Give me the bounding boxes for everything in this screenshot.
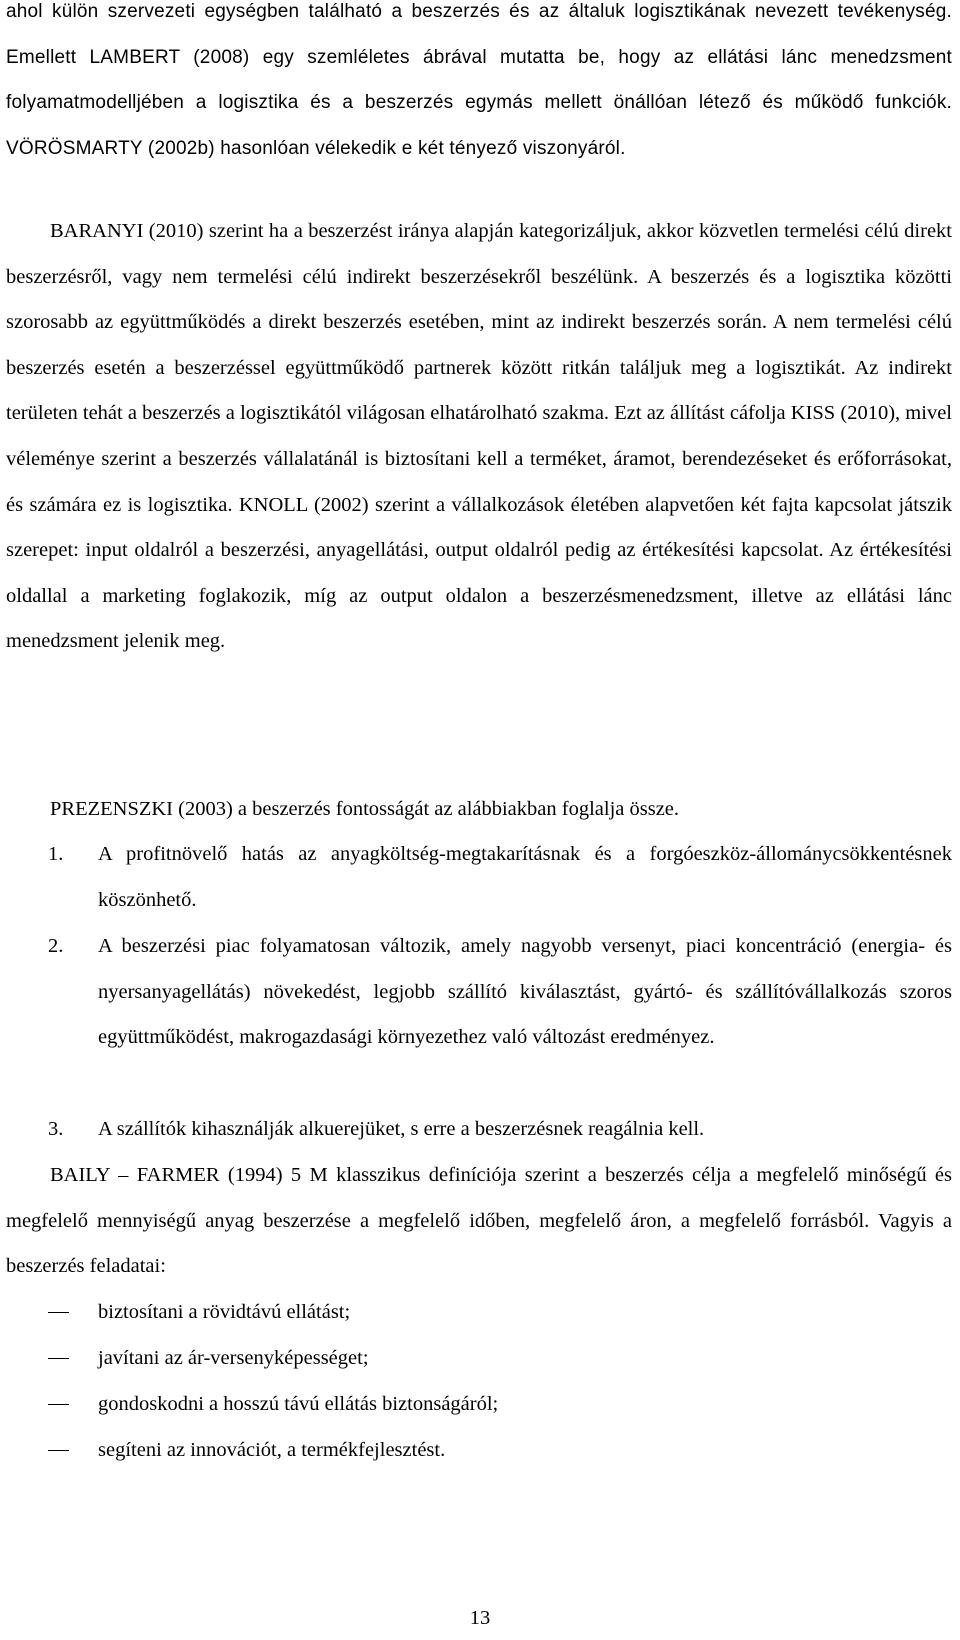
- bullet-item-text: segíteni az innovációt, a termékfejlesztést.: [98, 1439, 446, 1461]
- paragraph-prezenszki: PREZENSZKI (2003) a beszerzés fontosságát az alábbiakban foglalja össze.: [50, 798, 680, 820]
- bullet-list-item: [0, 1382, 952, 1428]
- list-item-text: A profitnövelő hatás az anyagköltség-megtakarításnak és a forgóeszköz-állománycsökkentésnek köszönhető.: [98, 843, 952, 911]
- paragraph-lambert: ahol külön szervezeti egységben található a beszerzés és az általuk logisztikának nevezett tevékenység. Emellett LAMBERT (2008) egy szemléletes ábrával mutatta be, hogy az ellátási lánc menedzsment folyamatmodelljében a logisztika és a beszerzés egymás mellett önállóan létező és működő funkciók. VÖRÖSMARTY (2002b) hasonlóan vélekedik e két tényező viszonyáról.: [6, 1, 952, 159]
- dash-bullet-icon: [48, 1312, 69, 1313]
- bullet-item-text: javítani az ár-versenyképességet;: [98, 1347, 369, 1369]
- list-item-text: A szállítók kihasználják alkuerejüket, s erre a beszerzésnek reagálnia kell.: [98, 1118, 705, 1140]
- list-number: 3.: [48, 1118, 64, 1140]
- bullet-list-item: [0, 1290, 952, 1336]
- bullet-item-text: gondoskodni a hosszú távú ellátás biztonságáról;: [98, 1393, 499, 1415]
- dash-bullet-icon: [48, 1404, 69, 1405]
- bullet-list-item: [0, 1336, 952, 1382]
- bullet-item-text: biztosítani a rövidtávú ellátást;: [98, 1301, 351, 1323]
- bullet-list-item: [0, 1428, 952, 1474]
- page-number: 13: [469, 1607, 491, 1629]
- dash-bullet-icon: [48, 1450, 69, 1451]
- list-number: 2.: [48, 935, 64, 957]
- list-number: 1.: [48, 843, 64, 865]
- paragraph-baily-farmer: BAILY – FARMER (1994) 5 M klasszikus definíciója szerint a beszerzés célja a megfelelő minőségű és megfelelő mennyiségű anyag beszerzése a megfelelő időben, megfelelő áron, a megfelelő forrásból. Vagyis a beszerzés feladatai:: [6, 1164, 952, 1278]
- list-item-text: A beszerzési piac folyamatosan változik, amely nagyobb versenyt, piaci koncentráció (energia- és nyersanyagellátás) növekedést, legjobb szállító kiválasztást, gyártó- és szállítóvállalkozás szoros együttműködést, makrogazdasági környezethez való változást eredményez.: [98, 935, 952, 1049]
- paragraph-baranyi: BARANYI (2010) szerint ha a beszerzést iránya alapján kategorizáljuk, akkor közvetlen termelési célú direkt beszerzésről, vagy nem termelési célú indirekt beszerzésekről beszélünk. A beszerzés és a logisztika közötti szorosabb az együttműködés a direkt beszerzés esetében, mint az indirekt beszerzés során. A nem termelési célú beszerzés esetén a beszerzéssel együttműködő partnerek között ritkán találjuk meg a logisztikát. Az indirekt területen tehát a beszerzés a logisztikától világosan elhatárolható szakma. Ezt az állítást cáfolja KISS (2010), mivel véleménye szerint a beszerzés vállalatánál is biztosítani kell a terméket, áramot, berendezéseket és erőforrásokat, és számára ez is logisztika. KNOLL (2002) szerint a vállalkozások életében alapvetően két fajta kapcsolat játszik szerepet: input oldalról a beszerzési, anyagellátási, output oldalról pedig az értékesítési kapcsolat. Az értékesítési oldallal a marketing foglakozik, míg az output oldalon a beszerzésmenedzsment, illetve az ellátási lánc menedzsment jelenik meg.: [6, 220, 952, 653]
- dash-bullet-icon: [48, 1358, 69, 1359]
